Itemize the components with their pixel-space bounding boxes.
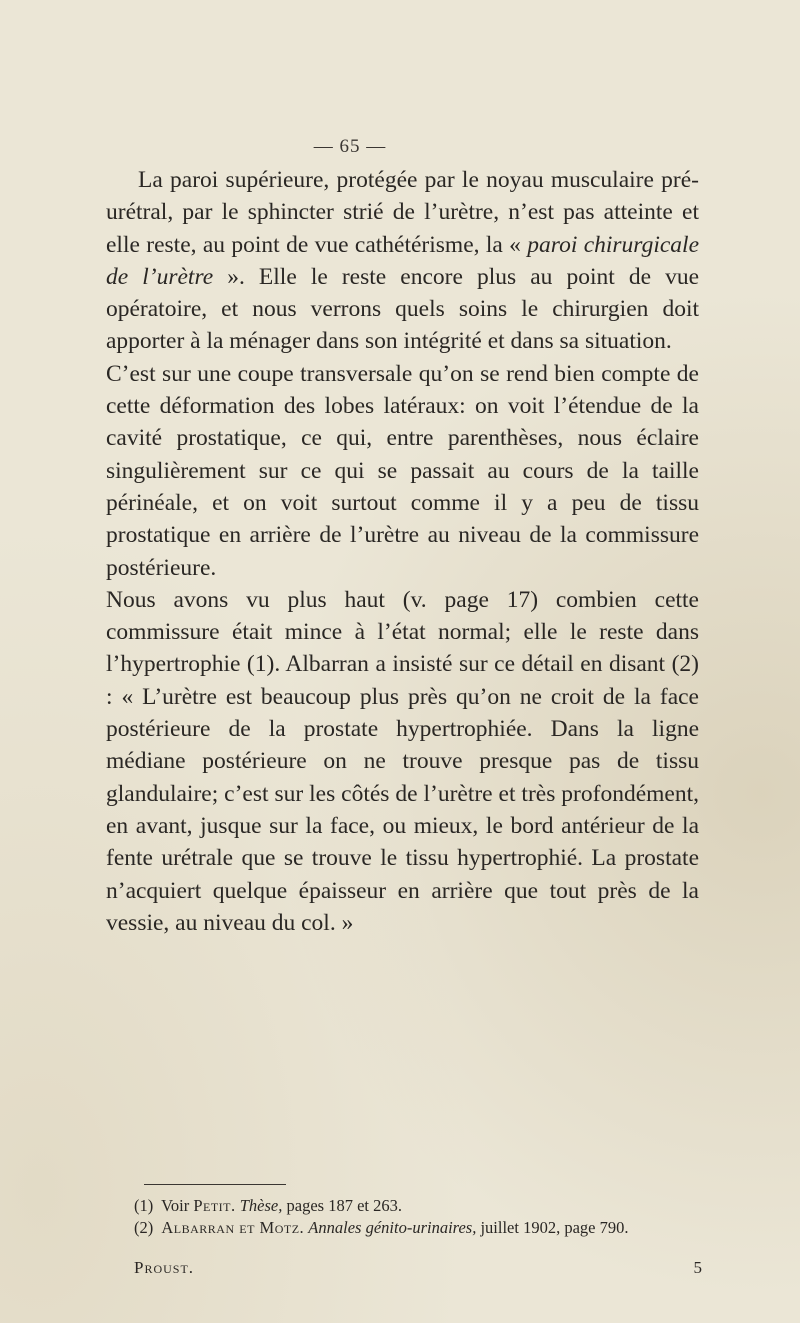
footnote-1-rest: pages 187 et 263. [286, 1196, 402, 1215]
paragraph-1-before: La paroi supérieure, protégée par le noyau musculaire pré-urétral, par le sphincter strié de l’urètre, n’est pas atteinte et elle reste, au point de vue cathétérisme, la « [106, 167, 699, 258]
footnote-1 [106, 1195, 702, 1217]
page-number: — 65 — [313, 136, 387, 157]
footnote-2-work: Annales génito-urinaires, [308, 1218, 477, 1237]
signature-sheet-number: 5 [693, 1258, 702, 1277]
footnote-2 [106, 1217, 702, 1239]
footnote-1-work: Thèse, [239, 1196, 283, 1215]
footnote-2-rest: juillet 1902, page 790. [480, 1218, 629, 1237]
paragraph-3: Nous avons vu plus haut (v. page 17) combien cette commissure était mince à l’état normal; elle le reste dans l’hypertrophie (1). Albarran a insisté sur ce détail en disant (2) : « L’urètre est beaucoup plus près qu’on ne croit de la face postérieure de la prostate hypertrophiée. Dans la ligne médiane postérieure on ne trouve presque pas de tissu glandulaire; c’est sur les côtés de l’urètre et très profondément, en avant, jusque sur la face, ou mieux, le bord antérieur de la fente urétrale que se trouve le tissu hypertrophié. La prostate n’acquiert quelque épaisseur en arrière que tout près de la vessie, au niveau du col. » [106, 586, 699, 936]
footnote-1-author: Petit. [193, 1196, 236, 1215]
paragraph-2: C’est sur une coupe transversale qu’on se rend bien compte de cette déformation des lobes latéraux: on voit l’étendue de la cavité prostatique, ce qui, entre parenthèses, nous éclaire singulièrement sur ce qui se passait au cours de la taille périnéale, et on voit surtout comme il y a peu de tissu prostatique en arrière de l’urètre au niveau de la commissure postérieure. [106, 360, 699, 581]
paragraph-1-emphasis: paroi chirurgicale de l’urètre [106, 231, 700, 290]
footnote-2-author: Albarran et Motz. [161, 1218, 305, 1237]
footnotes [106, 1195, 702, 1239]
signature-line [134, 1258, 702, 1278]
signature-author: Proust. [134, 1258, 195, 1277]
paragraph-1-after: ». Elle le reste encore plus au point de vue opératoire, et nous verrons quels soins le chirurgien doit apporter à la ménager dans son intégrité et dans sa situation. [106, 263, 700, 355]
footnote-rule [144, 1184, 286, 1185]
paragraph-1 [106, 164, 699, 358]
footnote-1-number: (1) [134, 1196, 154, 1215]
main-text [106, 164, 699, 939]
footnote-2-number: (2) [134, 1218, 154, 1237]
footnote-1-lead: Voir [161, 1196, 190, 1215]
